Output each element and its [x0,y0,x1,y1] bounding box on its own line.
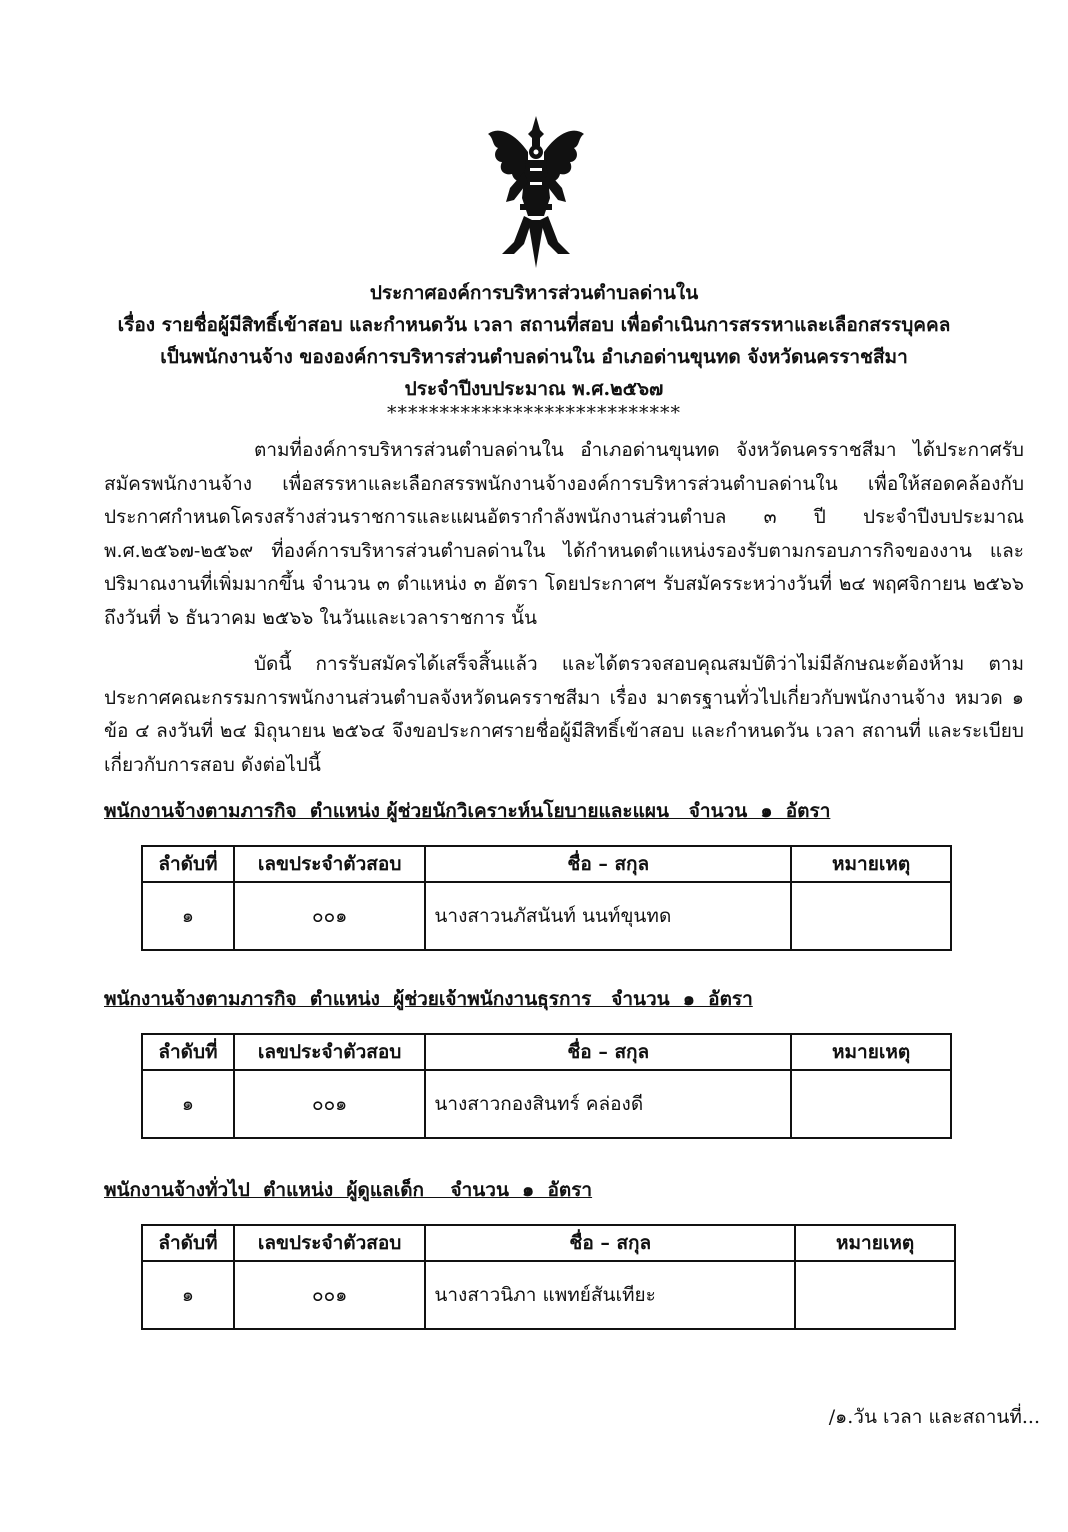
header-order: ลำดับที่ [142,846,234,882]
cell-remark [791,1070,951,1138]
table-header-row [142,1034,951,1070]
announcement-subject: เรื่อง รายชื่อผู้มีสิทธิ์เข้าสอบ และกำหนดวัน เวลา สถานที่สอบ เพื่อดำเนินการสรรหาและเลือกสรรบุคคล [117,314,951,336]
header-order: ลำดับที่ [142,1034,234,1070]
announcement-subject-line-2: เป็นพนักงานจ้าง ขององค์การบริหารส่วนตำบลด่านใน อำเภอด่านขุนทด จังหวัดนครราชสีมา [160,346,908,368]
separator-stars: **************************** [387,402,681,424]
paragraph-intro [104,434,1024,635]
header-name: ชื่อ – สกุล [425,1034,791,1070]
header-exam-id: เลขประจำตัวสอบ [234,1034,426,1070]
cell-exam-id: ๐๐๑ [234,1261,426,1329]
candidate-table-admin-assistant [141,1033,952,1139]
table-row [142,882,951,950]
cell-name: นางสาวนภัสนันท์ นนท์ขุนทด [425,882,791,950]
fiscal-year-line: ประจำปีงบประมาณ พ.ศ.๒๕๖๗ [404,378,664,400]
table-header-row [142,846,951,882]
cell-exam-id: ๐๐๑ [234,1070,426,1138]
section-title-childcare: พนักงานจ้างทั่วไป ตำแหน่ง ผู้ดูแลเด็ก จำนวน ๑ อัตรา [104,1179,593,1201]
cell-order: ๑ [142,1070,234,1138]
header-exam-id: เลขประจำตัวสอบ [234,1225,426,1261]
header-name: ชื่อ – สกุล [425,846,791,882]
garuda-emblem-icon [484,112,588,272]
cell-name: นางสาวกองสินทร์ คล่องดี [425,1070,791,1138]
cell-exam-id: ๐๐๑ [234,882,426,950]
header-order: ลำดับที่ [142,1225,234,1261]
header-remark: หมายเหตุ [791,846,951,882]
announcement-title: ประกาศองค์การบริหารส่วนตำบลด่านใน [369,282,699,304]
section-title-admin-assistant: พนักงานจ้างตามภารกิจ ตำแหน่ง ผู้ช่วยเจ้าพนักงานธุรการ จำนวน ๑ อัตรา [104,988,753,1010]
cell-name: นางสาวนิภา แพทย์สันเทียะ [425,1261,795,1329]
cell-remark [791,882,951,950]
header-remark: หมายเหตุ [795,1225,955,1261]
cell-remark [795,1261,955,1329]
header-name: ชื่อ – สกุล [425,1225,795,1261]
candidate-table-policy-analyst [141,845,952,951]
paragraph-announcement [104,648,1024,782]
page-continuation: /๑.วัน เวลา และสถานที่... [828,1406,1040,1428]
section-title-policy-analyst: พนักงานจ้างตามภารกิจ ตำแหน่ง ผู้ช่วยนักวิเคราะห์นโยบายและแผน จำนวน ๑ อัตรา [104,800,831,822]
header-remark: หมายเหตุ [791,1034,951,1070]
paragraph-announcement-text: บัดนี้ การรับสมัครได้เสร็จสิ้นแล้ว และได้ตรวจสอบคุณสมบัติว่าไม่มีลักษณะต้องห้าม ตามประกาศคณะกรรมการพนักงานส่วนตำบลจังหวัดนครราชสีมา เรื่อง มาตรฐานทั่วไปเกี่ยวกับพนักงานจ้าง หมวด ๑ ข้อ ๔ ลงวันที่ ๒๔ มิถุนายน ๒๕๖๔ จึงขอประกาศรายชื่อผู้มีสิทธิ์เข้าสอบ และกำหนดวัน เวลา สถานที่ และระเบียบเกี่ยวกับการสอบ ดังต่อไปนี้ [104,653,1024,776]
header-exam-id: เลขประจำตัวสอบ [234,846,426,882]
table-header-row [142,1225,955,1261]
table-row [142,1070,951,1138]
cell-order: ๑ [142,882,234,950]
candidate-table-childcare [141,1224,956,1330]
cell-order: ๑ [142,1261,234,1329]
paragraph-intro-text: ตามที่องค์การบริหารส่วนตำบลด่านใน อำเภอด่านขุนทด จังหวัดนครราชสีมา ได้ประกาศรับสมัครพนักงานจ้าง เพื่อสรรหาและเลือกสรรพนักงานจ้างองค์การบริหารส่วนตำบลด่านใน เพื่อให้สอดคล้องกับประกาศกำหนดโครงสร้างส่วนราชการและแผนอัตรากำลังพนักงานส่วนตำบล ๓ ปี ประจำปีงบประมาณ พ.ศ.๒๕๖๗-๒๕๖๙ ที่องค์การบริหารส่วนตำบลด่านใน ได้กำหนดตำแหน่งรองรับตามกรอบภารกิจของงาน และปริมาณงานที่เพิ่มมากขึ้น จำนวน ๓ ตำแหน่ง ๓ อัตรา โดยประกาศฯ รับสมัครระหว่างวันที่ ๒๔ พฤศจิกายน ๒๕๖๖ ถึงวันที่ ๖ ธันวาคม ๒๕๖๖ ในวันและเวลาราชการ นั้น [104,439,1024,629]
table-row [142,1261,955,1329]
